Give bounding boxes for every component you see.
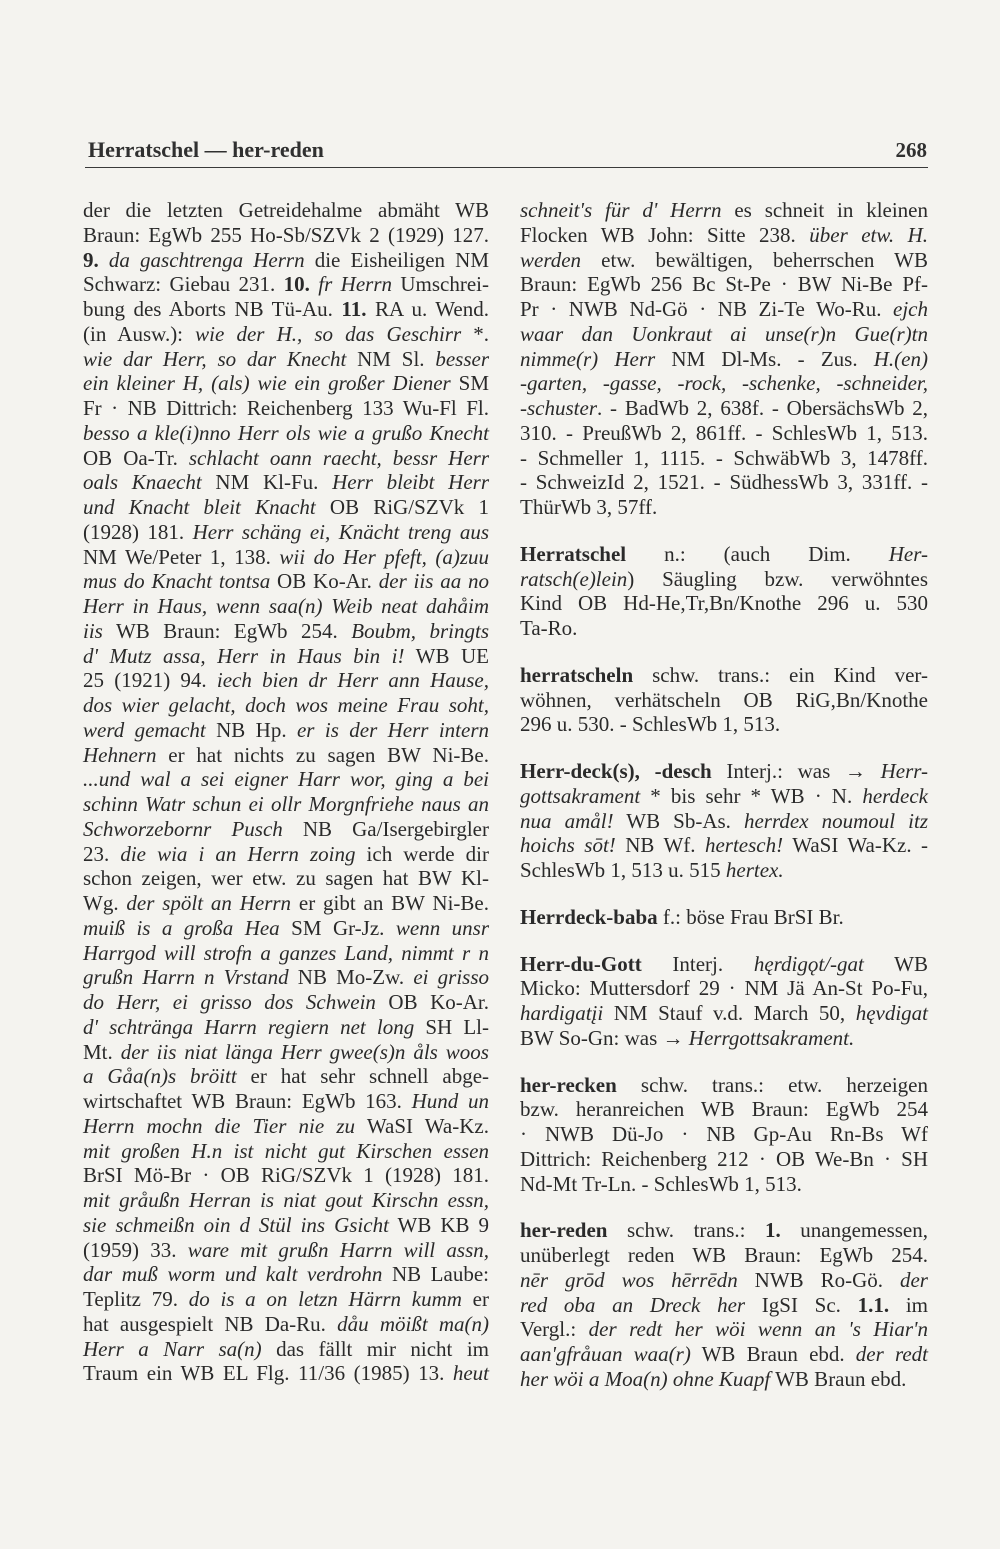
- italic-run: hęvdigat: [855, 1001, 928, 1025]
- text-run: Nd-Mt Tr-Ln. - SchlesWb 1, 513.: [520, 1171, 802, 1196]
- text-line: [83, 1337, 489, 1362]
- italic-run: besso a kle(i)nno Herr ols wie a grußo Knecht: [83, 420, 489, 445]
- italic-run: der spölt an Herrn: [126, 891, 292, 915]
- italic-run: red oba an Dreck her: [520, 1292, 746, 1317]
- text-line: [520, 1317, 928, 1342]
- text-line: [520, 248, 928, 273]
- text-line: [83, 1312, 489, 1337]
- italic-run: do is a on letzn Härrn kumm: [188, 1287, 462, 1311]
- text-line: [83, 1188, 489, 1213]
- text-run: ThürWb 3, 57ff.: [520, 495, 658, 519]
- italic-run: über etw. H.: [809, 222, 928, 247]
- text-run: Flocken WB John: Sitte 238.: [520, 222, 810, 247]
- dictionary-entry: [520, 759, 928, 883]
- text-line: [83, 495, 489, 520]
- text-line: [520, 1073, 928, 1098]
- italic-run: Herr-: [880, 759, 928, 783]
- text-run: etw. bewältigen, beherrschen WB: [581, 247, 928, 272]
- italic-run: Her-: [888, 541, 928, 566]
- text-line: [83, 990, 489, 1015]
- text-run: * bis sehr * WB · N.: [640, 783, 863, 808]
- text-line: [520, 1172, 928, 1197]
- text-run: unüberlegt reden WB Braun: EgWb 254.: [520, 1243, 928, 1267]
- italic-run: der iis niat länga Herr gwee(s)n åls woos: [120, 1039, 489, 1064]
- text-run: WaSI Wa-Kz.: [355, 1113, 489, 1138]
- text-line: [520, 1026, 928, 1051]
- text-run: WB: [863, 951, 929, 976]
- bold-run: 1.: [765, 1218, 781, 1243]
- text-run: - Schmeller 1, 1115. - SchwäbWb 3, 1478ff.: [520, 445, 928, 470]
- italic-run: Herr bleibt Herr: [332, 470, 489, 495]
- headword: Herrdeck-baba: [520, 904, 658, 929]
- headword: Herratschel: [520, 541, 627, 566]
- text-run: Kind OB Hd-He,Tr,Bn/Knothe 296 u. 530: [520, 591, 928, 616]
- text-run: bung des Aborts NB Tü-Au.: [83, 297, 342, 321]
- text-line: [520, 616, 928, 641]
- headword: Herr-du-Gott: [520, 951, 642, 976]
- italic-run: werden: [520, 247, 582, 272]
- text-line: [83, 198, 489, 223]
- bold-run: 9.: [83, 247, 109, 272]
- text-line: [83, 371, 489, 396]
- text-line: [83, 1238, 489, 1263]
- italic-run: schlacht oann raecht, bessr Herr: [188, 445, 489, 470]
- text-run: Fr · NB Dittrich: Reichenberg 133 Wu-Fl Fl.: [83, 396, 489, 420]
- text-line: [520, 1097, 928, 1122]
- text-run: WB Braun: EgWb 254.: [102, 618, 352, 643]
- italic-run: iech bien dr Herr ann Hause,: [216, 668, 489, 693]
- text-line: [83, 520, 489, 545]
- italic-run: waar dan Uonkraut ai unse(r)n Gue(r)tn: [520, 321, 928, 346]
- text-line: [520, 198, 928, 223]
- italic-run: ein kleiner H, (als) wie ein großer Diener: [83, 371, 451, 396]
- text-line: [83, 1262, 489, 1287]
- italic-run: nimme(r) Herr: [520, 346, 656, 371]
- italic-run: mit großen H.n ist nicht gut Kirschen essen: [83, 1138, 489, 1163]
- text-line: [520, 322, 928, 347]
- text-line: [520, 784, 928, 809]
- text-line: [83, 297, 489, 322]
- text-line: [520, 976, 928, 1001]
- text-run: er: [461, 1287, 489, 1311]
- italic-run: mit gråußn Herran is niat gout Kirschn essn,: [83, 1188, 489, 1212]
- italic-run: Herrn mochn die Tier nie zu: [83, 1113, 356, 1138]
- text-run: (in Ausw.):: [83, 321, 196, 346]
- text-run: NB Ga/Isergebirgler: [282, 816, 489, 841]
- text-line: [83, 644, 489, 669]
- italic-run: wie dar Herr, so dar Knecht: [83, 346, 347, 371]
- italic-run: Herr a Narr sa(n): [83, 1336, 262, 1361]
- text-run: BW So-Gn: was →: [520, 1025, 689, 1050]
- italic-run: hoichs sōt!: [520, 833, 616, 858]
- text-run: OB Ko-Ar.: [375, 990, 489, 1014]
- text-run: die Eisheiligen NM: [304, 247, 489, 272]
- text-line: [520, 1147, 928, 1172]
- italic-run: oals Knaecht: [83, 470, 202, 495]
- headword: her-reden: [520, 1218, 608, 1243]
- text-run: schw. trans.: ein Kind ver-: [633, 662, 928, 687]
- text-run: Ta-Ro.: [520, 616, 578, 640]
- italic-run: d' schtränga Harrn regiern net long: [83, 1014, 415, 1039]
- text-run: Schwarz: Giebau 231.: [83, 272, 284, 297]
- text-run: SM: [450, 371, 489, 396]
- text-line: [520, 1243, 928, 1268]
- text-run: im: [889, 1292, 929, 1317]
- text-run: NM Sl.: [346, 346, 436, 371]
- italic-run: ratsch(e)lein: [520, 566, 628, 591]
- text-run: 23.: [83, 841, 121, 866]
- bold-run: 1.1.: [857, 1292, 890, 1317]
- text-line: [83, 421, 489, 446]
- text-run: SM Gr-Jz.: [279, 915, 396, 940]
- text-line: [83, 347, 489, 372]
- text-line: [83, 1163, 489, 1188]
- text-run: wöhnen, verhätscheln OB RiG,Bn/Knothe: [520, 687, 928, 712]
- text-line: [83, 916, 489, 941]
- text-line: [83, 446, 489, 471]
- text-run: der die letzten Getreidehalme abmäht WB: [83, 198, 489, 222]
- text-run: Braun: EgWb 256 Bc St-Pe · BW Ni-Be Pf-: [520, 272, 928, 297]
- text-run: WB KB 9: [388, 1212, 490, 1237]
- text-run: (1928) 181.: [83, 519, 193, 544]
- text-line: [520, 712, 928, 737]
- headword: herratscheln: [520, 662, 634, 687]
- italic-run: H.(en): [873, 346, 928, 371]
- text-line: [83, 470, 489, 495]
- italic-run: hardigatįi: [520, 1001, 604, 1025]
- text-run: Teplitz 79.: [83, 1287, 189, 1311]
- italic-run: muiß is a großa Hea: [83, 915, 280, 940]
- text-line: [83, 767, 489, 792]
- text-run: das fällt mir nicht im: [261, 1336, 490, 1361]
- text-line: [520, 446, 928, 471]
- bold-run: 11.: [341, 297, 367, 321]
- text-line: [83, 1213, 489, 1238]
- text-run: SchlesWb 1, 513 u. 515: [520, 858, 726, 882]
- right-text-column: [520, 198, 928, 1392]
- entry-continuation: [83, 198, 489, 1386]
- text-run: Dittrich: Reichenberg 212 · OB We-Bn · SH: [520, 1146, 928, 1171]
- text-line: [83, 693, 489, 718]
- italic-run: aan'gfråuan waa(r): [520, 1342, 691, 1366]
- text-run: OB Ko-Ar.: [270, 569, 379, 594]
- text-line: [520, 470, 928, 495]
- text-run: Mt.: [83, 1039, 121, 1064]
- italic-run: dos wier gelacht, doch wos meine Frau soht,: [83, 693, 489, 717]
- italic-run: da gaschtrenga Herrn: [108, 247, 305, 272]
- text-run: er gibt an BW Ni-Be.: [291, 891, 489, 915]
- text-run: n.: (auch Dim.: [626, 541, 889, 566]
- text-line: [520, 495, 928, 520]
- text-run: es schneit in kleinen: [721, 198, 929, 222]
- entry-continuation: [520, 198, 928, 520]
- text-run: . - BadWb 2, 638f. - ObersächsWb 2,: [597, 396, 928, 420]
- text-run: Interj.: was →: [711, 759, 881, 783]
- italic-run: die wia i an Herrn zoing: [120, 841, 356, 866]
- text-line: [520, 591, 928, 616]
- text-line: [520, 396, 928, 421]
- text-line: [83, 223, 489, 248]
- text-run: WB UE: [404, 643, 489, 668]
- text-line: [520, 1367, 928, 1392]
- text-line: [520, 809, 928, 834]
- text-run: Umschrei-: [392, 272, 490, 297]
- text-run: f.: böse Frau BrSI Br.: [657, 904, 844, 929]
- text-line: [83, 1064, 489, 1089]
- italic-run: der redt: [855, 1342, 928, 1366]
- text-line: [83, 272, 489, 297]
- italic-run: hertex.: [725, 858, 784, 882]
- text-run: ) Säugling bzw. verwöhntes: [627, 566, 928, 591]
- italic-run: Hund un: [411, 1089, 489, 1113]
- italic-run: ejch: [893, 297, 928, 321]
- italic-run: dar muß worm und kalt verdrohn: [83, 1262, 383, 1287]
- text-line: [83, 668, 489, 693]
- text-line: [83, 396, 489, 421]
- text-run: · NWB Dü-Jo · NB Gp-Au Rn-Bs Wf: [520, 1122, 928, 1146]
- text-line: [520, 223, 928, 248]
- text-line: [520, 858, 928, 883]
- italic-run: hęrdigǫt/-gat: [753, 951, 864, 976]
- dictionary-entry: [520, 1073, 928, 1197]
- text-run: ich werde dir: [355, 841, 489, 866]
- text-line: [83, 842, 489, 867]
- text-line: [520, 421, 928, 446]
- text-line: [83, 619, 489, 644]
- running-header: [85, 136, 928, 168]
- dictionary-entry: [520, 952, 928, 1051]
- text-line: [83, 248, 489, 273]
- text-run: OB Oa-Tr.: [83, 445, 189, 470]
- text-run: Pr · NWB Nd-Gö · NB Zi-Te Wo-Ru.: [520, 297, 894, 321]
- text-line: [520, 272, 928, 297]
- text-run: wirtschaftet WB Braun: EgWb 163.: [83, 1089, 412, 1113]
- text-line: [83, 1139, 489, 1164]
- text-run: WaSI Wa-Kz. -: [783, 833, 929, 858]
- italic-run: ...und wal a sei eigner Harr wor, ging a bei: [83, 767, 489, 792]
- italic-run: do Herr, ei grisso dos Schwein: [83, 990, 376, 1014]
- running-head-title: Herratschel — her-reden: [88, 137, 324, 162]
- text-line: [83, 891, 489, 916]
- text-line: [83, 322, 489, 347]
- text-line: [520, 297, 928, 322]
- text-run: Micko: Muttersdorf 29 · NM Jä An-St Po-Fu,: [520, 976, 928, 1001]
- text-line: [520, 347, 928, 372]
- text-run: schon zeigen, wer etw. zu sagen hat BW Kl-: [83, 866, 489, 891]
- italic-run: dåu möißt ma(n): [337, 1311, 489, 1336]
- text-run: NB Mo-Zw.: [288, 965, 414, 990]
- text-run: (1959) 33.: [83, 1237, 188, 1262]
- italic-run: nua amål!: [520, 808, 614, 833]
- text-line: [83, 718, 489, 743]
- text-run: NM Kl-Fu.: [201, 470, 333, 495]
- italic-run: Harrgod will strofn a ganzes Land, nimmt r n: [83, 940, 489, 965]
- italic-run: -schuster: [520, 396, 597, 420]
- text-run: NM Dl-Ms. - Zus.: [655, 346, 874, 371]
- italic-run: gottsakrament: [520, 783, 641, 808]
- italic-run: schinn Watr schun ei ollr Morgnfriehe naus an: [83, 792, 489, 816]
- text-line: [520, 1001, 928, 1026]
- text-line: [520, 688, 928, 713]
- text-run: Vergl.:: [520, 1317, 589, 1342]
- italic-run: heut: [452, 1361, 489, 1386]
- dictionary-entry: [520, 663, 928, 737]
- text-run: hat ausgespielt NB Da-Ru.: [83, 1311, 338, 1336]
- text-run: NM Stauf v.d. March 50,: [603, 1001, 856, 1025]
- text-line: [83, 1287, 489, 1312]
- text-run: NB Hp.: [205, 717, 297, 742]
- italic-run: und Knacht bleit Knacht: [83, 495, 316, 519]
- italic-run: er is der Herr intern: [296, 717, 489, 742]
- italic-run: Herr in Haus, wenn saa(n) Weib neat dahåim: [83, 594, 489, 618]
- text-run: *.: [461, 321, 490, 346]
- text-run: Interj.: [641, 951, 754, 976]
- text-run: SH Ll-: [414, 1014, 489, 1039]
- text-run: - SchweizId 2, 1521. - SüdhessWb 3, 331ff. -: [520, 470, 928, 495]
- italic-run: hertesch!: [704, 833, 784, 858]
- text-run: Braun: EgWb 255 Ho-Sb/SZVk 2 (1929) 127.: [83, 222, 489, 247]
- text-run: RA u. Wend.: [366, 297, 489, 321]
- text-run: IgSI Sc.: [745, 1292, 858, 1317]
- text-run: NWB Ro-Gö.: [737, 1267, 900, 1292]
- italic-run: herdeck: [862, 783, 928, 808]
- dictionary-entry: [520, 1218, 928, 1391]
- text-run: er hat nichts zu sagen BW Ni-Be.: [156, 742, 489, 767]
- italic-run: Herrgottsakrament.: [688, 1025, 855, 1050]
- text-line: [83, 965, 489, 990]
- italic-run: a Gåa(n)s bröitt: [83, 1064, 237, 1089]
- text-run: WB Braun ebd.: [690, 1342, 856, 1366]
- text-line: [520, 905, 928, 930]
- text-run: unangemessen,: [780, 1218, 929, 1243]
- text-line: [83, 1015, 489, 1040]
- text-line: [520, 952, 928, 977]
- text-line: [520, 759, 928, 784]
- text-line: [83, 1114, 489, 1139]
- italic-run: Boubm, bringts: [351, 618, 489, 643]
- italic-run: besser: [435, 346, 489, 371]
- text-line: [83, 569, 489, 594]
- text-line: [83, 743, 489, 768]
- text-line: [83, 792, 489, 817]
- text-run: er hat sehr schnell abge-: [236, 1064, 490, 1089]
- italic-run: der iis aa no: [378, 569, 489, 594]
- italic-run: wii do Her pfeft, (a)zuu: [279, 544, 489, 569]
- text-line: [520, 1122, 928, 1147]
- italic-run: fr Herrn: [318, 272, 392, 297]
- text-run: Traum ein WB EL Flg. 11/36 (1985) 13.: [83, 1361, 453, 1386]
- italic-run: ware mit grußn Harrn will assn,: [187, 1237, 489, 1262]
- text-run: bzw. heranreichen WB Braun: EgWb 254: [520, 1097, 928, 1122]
- italic-run: wenn unsr: [395, 915, 489, 940]
- italic-run: wie der H., so das Geschirr: [195, 321, 462, 346]
- text-line: [83, 545, 489, 570]
- text-line: [520, 542, 928, 567]
- text-line: [83, 941, 489, 966]
- italic-run: Herr schäng ei, Knächt treng aus: [192, 519, 489, 544]
- text-line: [520, 371, 928, 396]
- text-run: 296 u. 530. - SchlesWb 1, 513.: [520, 712, 781, 737]
- left-text-column: [83, 198, 489, 1386]
- text-run: NM We/Peter 1, 138.: [83, 544, 280, 569]
- text-run: WB Sb-As.: [613, 808, 744, 833]
- italic-run: ei grisso: [413, 965, 489, 990]
- bold-run: 10.: [283, 272, 319, 297]
- text-line: [520, 1268, 928, 1293]
- italic-run: nēr grōd wos hērrēdn: [520, 1267, 738, 1292]
- text-run: schw. trans.:: [607, 1218, 766, 1243]
- italic-run: Hehnern: [83, 742, 157, 767]
- text-run: OB RiG/SZVk 1: [315, 495, 489, 519]
- dictionary-entry: [520, 542, 928, 641]
- italic-run: iis: [83, 618, 103, 643]
- text-line: [520, 567, 928, 592]
- text-run: WB Braun ebd.: [770, 1366, 907, 1391]
- italic-run: herrdex noumoul itz: [743, 808, 928, 833]
- text-run: BrSI Mö-Br · OB RiG/SZVk 1 (1928) 181.: [83, 1163, 489, 1188]
- text-line: [83, 1089, 489, 1114]
- text-line: [83, 1361, 489, 1386]
- text-line: [520, 663, 928, 688]
- text-line: [520, 833, 928, 858]
- text-line: [520, 1218, 928, 1243]
- text-run: schw. trans.: etw. herzeigen: [616, 1072, 928, 1097]
- text-line: [83, 817, 489, 842]
- header-rule: [85, 167, 928, 168]
- italic-run: werd gemacht: [83, 717, 206, 742]
- text-line: [520, 1293, 928, 1318]
- dictionary-entry: [520, 905, 928, 930]
- text-run: 25 (1921) 94.: [83, 668, 217, 693]
- italic-run: -garten, -gasse, -rock, -schenke, -schneider,: [520, 371, 928, 396]
- headword: her-recken: [520, 1072, 617, 1097]
- italic-run: mus do Knacht tontsa: [83, 569, 271, 594]
- italic-run: sie schmeißn oin d Stül ins Gsicht: [83, 1212, 389, 1237]
- italic-run: her wöi a Moa(n) ohne Kuapf: [520, 1366, 771, 1391]
- text-run: NB Laube:: [382, 1262, 489, 1287]
- italic-run: d' Mutz assa, Herr in Haus bin i!: [83, 643, 405, 668]
- text-line: [83, 866, 489, 891]
- italic-run: Schworzebornr Pusch: [83, 816, 283, 841]
- text-line: [520, 1342, 928, 1367]
- italic-run: der redt her wöi wenn an 's Hiar'n: [588, 1317, 928, 1342]
- italic-run: schneit's für d' Herrn: [520, 198, 722, 222]
- page-number: 268: [895, 138, 927, 162]
- text-line: [83, 594, 489, 619]
- italic-run: grußn Harrn n Vrstand: [83, 965, 289, 990]
- italic-run: der: [899, 1267, 928, 1292]
- text-run: Wg.: [83, 891, 127, 915]
- text-run: NB Wf.: [615, 833, 705, 858]
- text-line: [83, 1040, 489, 1065]
- headword: Herr-deck(s), -desch: [520, 759, 712, 783]
- text-run: 310. - PreußWb 2, 861ff. - SchlesWb 1, 513.: [520, 420, 928, 445]
